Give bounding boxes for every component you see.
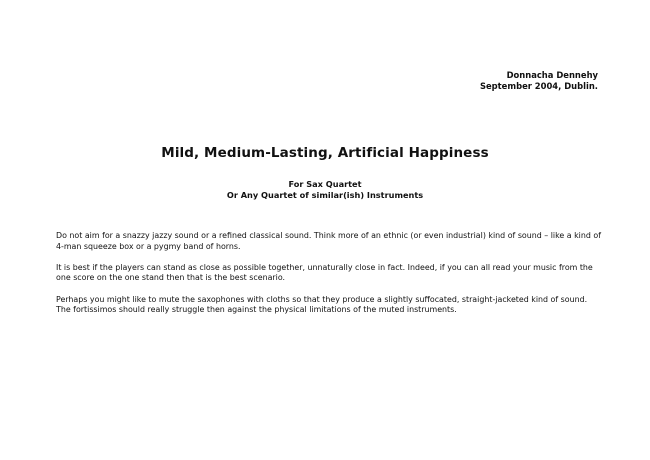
composer-name: Donnacha Dennehy [506, 70, 598, 80]
instrumentation-line-2: Or Any Quartet of similar(ish) Instruments [226, 189, 424, 200]
piece-title: Mild, Medium-Lasting, Artificial Happiness [161, 145, 489, 161]
instrumentation [0, 179, 650, 200]
instrumentation-line-1: For Sax Quartet [288, 179, 362, 189]
performance-notes [56, 231, 604, 326]
composer-attribution [480, 70, 598, 92]
performance-note: It is best if the players can stand as close as possible together, unnaturally close in fact. Indeed, if you can all read your music from the one score on the one stand then that is the best scenario. [56, 262, 593, 283]
performance-note: Do not aim for a snazzy jazzy sound or a refined classical sound. Think more of an ethnic (or even industrial) kind of sound – like a kind of 4-man squeeze box or a pygmy band of horns. [56, 231, 601, 251]
composition-date-place: September 2004, Dublin. [479, 81, 598, 91]
performance-note: Perhaps you might like to mute the saxophones with cloths so that they produce a slightly suffocated, straight-jacketed kind of sound. The fortissimos should really struggle then against the physical limitations of the muted instruments. [56, 294, 588, 315]
